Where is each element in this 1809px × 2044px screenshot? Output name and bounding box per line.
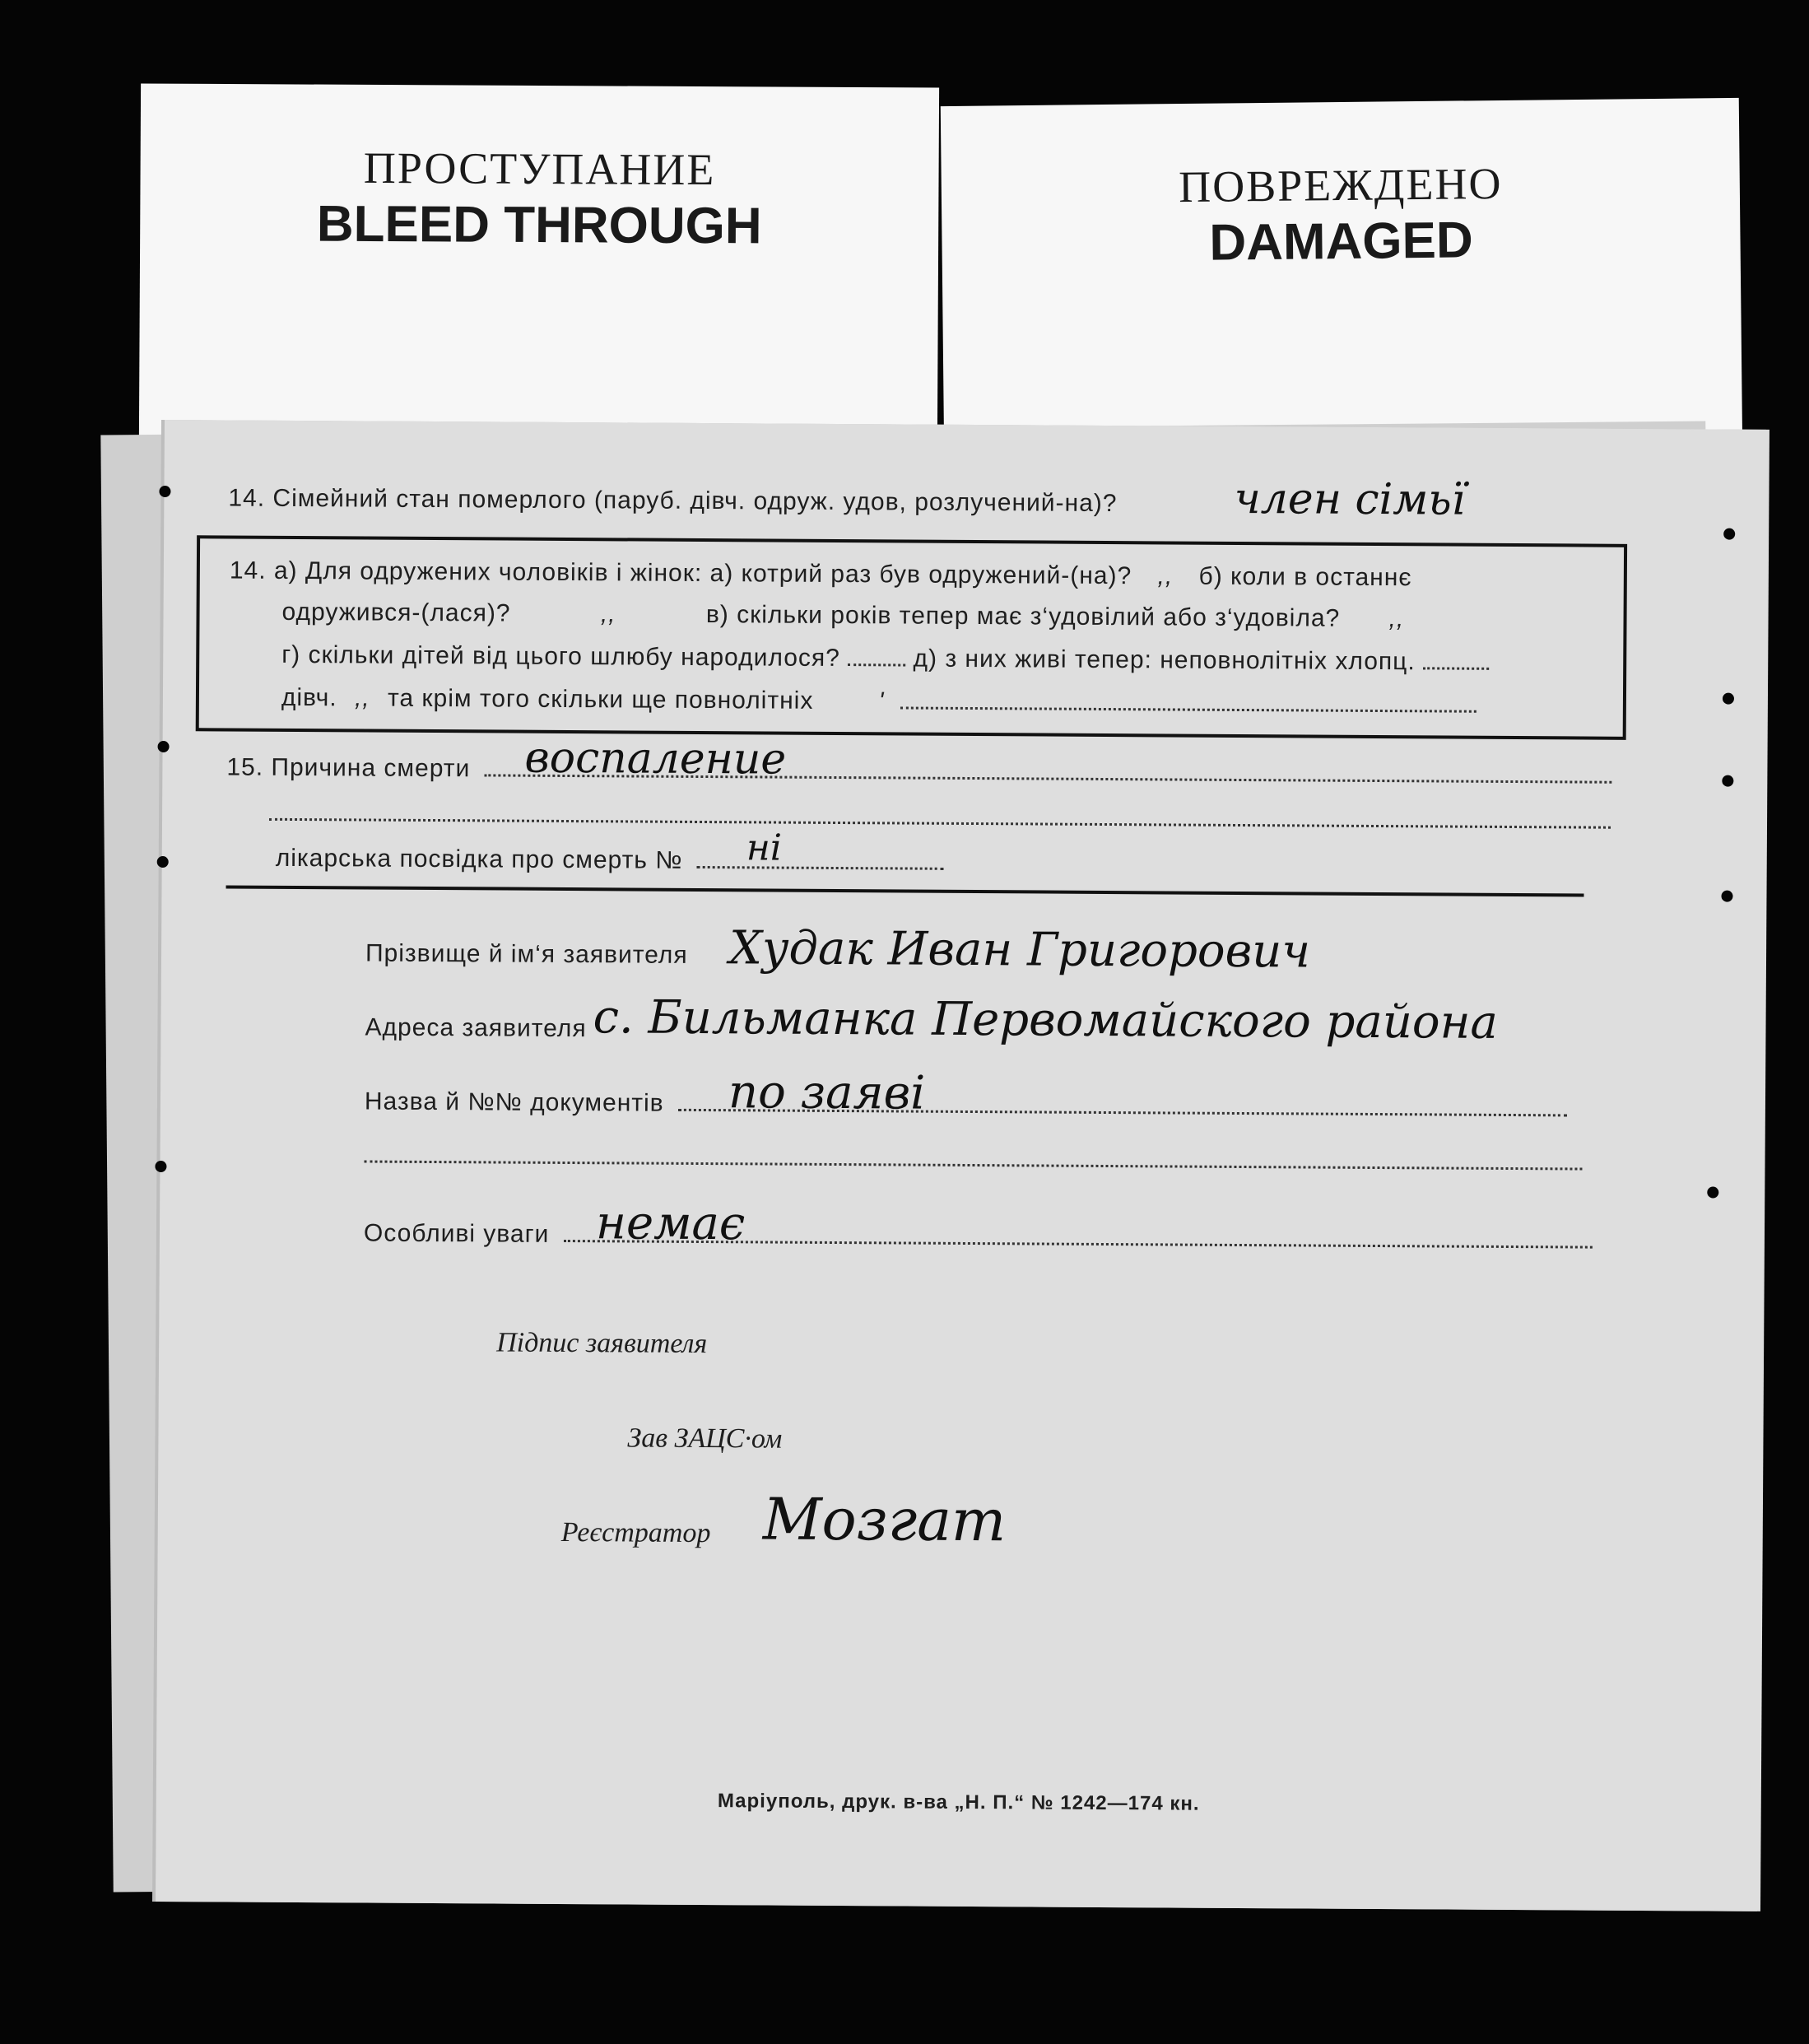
q15-cert-answer: нi xyxy=(746,826,783,869)
applicant-signature-label: Підпис заявителя xyxy=(496,1327,708,1360)
q15-empty-row xyxy=(269,799,1611,836)
q14a-line4-answer: ,, xyxy=(354,684,370,712)
card-ru-label: ПОВРЕЖДЕНО xyxy=(1178,158,1503,212)
applicant-notes-label: Особливі уваги xyxy=(363,1219,550,1248)
q14a-line2b-text: в) скільки років тепер має з‘удовілий або з‘удовіла? xyxy=(705,601,1341,632)
q14a-line1b-text: б) коли в останнє xyxy=(1198,562,1412,592)
punch-hole xyxy=(1723,693,1734,705)
applicant-name-value: Худак Иван Григорович xyxy=(728,921,1311,979)
applicant-notes-value: немає xyxy=(595,1196,746,1251)
q14a-line3 xyxy=(281,641,1489,677)
q15-label: 15. Причина смерти xyxy=(226,753,471,783)
applicant-notes-row xyxy=(364,1219,1593,1255)
applicant-docs-label: Назва й №№ документів xyxy=(364,1087,664,1117)
card-en-label: DAMAGED xyxy=(1208,212,1474,272)
damaged-card xyxy=(941,98,1742,460)
dotted-fill xyxy=(900,688,1476,712)
punch-hole xyxy=(1707,1186,1718,1198)
card-en-label: BLEED THROUGH xyxy=(316,195,762,255)
q15-cert-label: лікарська посвідка про смерть № xyxy=(275,844,683,874)
q14a-line2 xyxy=(281,598,1404,633)
q14a-line3b-text: д) з них живі тепер: неповнолітніх хлопц. xyxy=(913,645,1416,676)
applicant-address-row xyxy=(365,1014,586,1044)
dotted-fill xyxy=(364,1142,1582,1170)
dotted-fill xyxy=(269,800,1611,829)
applicant-name-label: Прізвище й ім‘я заявителя xyxy=(365,939,688,969)
q14a-line1-text: 14. а) Для одружених чоловіків і жінок: а) котрий раз був одружений-(на)? xyxy=(229,556,1132,590)
q15-cert-row xyxy=(276,845,944,877)
bleed-through-card xyxy=(139,83,939,441)
punch-hole xyxy=(158,741,170,752)
applicant-name-row xyxy=(365,940,688,970)
punch-hole xyxy=(157,856,169,868)
q14a-line1 xyxy=(230,556,1412,592)
dotted-fill xyxy=(848,645,905,666)
q15-row xyxy=(226,753,1611,789)
q14-marital-answer: член сімьї xyxy=(1234,473,1466,525)
printer-imprint: Маріуполь, друк. в-ва „Н. П.“ № 1242—174 кн. xyxy=(717,1790,1200,1815)
q14a-line3-text: г) скільки дітей від цього шлюбу народилося? xyxy=(281,640,840,673)
q14a-line2a-text: одружився-(лася)? xyxy=(281,598,511,627)
punch-hole xyxy=(1723,528,1735,540)
q14a-line4a-text: дівч. xyxy=(281,683,337,712)
applicant-address-value: с. Бильманка Первомайского района xyxy=(593,990,1499,1050)
applicant-docs-empty-row xyxy=(364,1141,1582,1176)
applicant-docs-row xyxy=(365,1087,1567,1123)
applicant-docs-value: по заяві xyxy=(728,1065,926,1120)
dotted-fill xyxy=(1423,649,1489,669)
q14a-line2-answer1: ,, xyxy=(600,600,616,628)
registrar-label: Реєстратор xyxy=(560,1516,711,1549)
q15-answer: воспаление xyxy=(524,733,787,785)
form-page xyxy=(156,420,1769,1911)
q14a-line4-answer2: ' xyxy=(878,687,885,715)
q14-marital-label: 14. Сімейний стан померлого (паруб. дівч. одруж. удов, розлучений-на)? xyxy=(228,484,1118,518)
applicant-address-label: Адреса заявителя xyxy=(365,1013,587,1043)
q14-marital-row xyxy=(228,484,1117,518)
q14a-line1-answer: ,, xyxy=(1157,562,1174,590)
punch-hole xyxy=(159,486,170,497)
punch-hole xyxy=(155,1161,166,1172)
q14a-box xyxy=(196,535,1627,740)
q14a-line2-answer2: ,, xyxy=(1388,605,1405,633)
registrar-signature: Мозгат xyxy=(762,1485,1007,1555)
head-zags-label: Зав ЗАЦС·ом xyxy=(627,1422,783,1455)
card-ru-label: ПРОСТУПАНИЕ xyxy=(363,142,716,195)
punch-hole xyxy=(1722,775,1733,787)
q14a-line4b-text: та крім того скільки ще повнолітніх xyxy=(387,684,814,715)
q14a-line4 xyxy=(281,684,1476,719)
dotted-fill xyxy=(697,848,944,870)
section-divider xyxy=(226,885,1584,896)
punch-hole xyxy=(1721,891,1732,902)
